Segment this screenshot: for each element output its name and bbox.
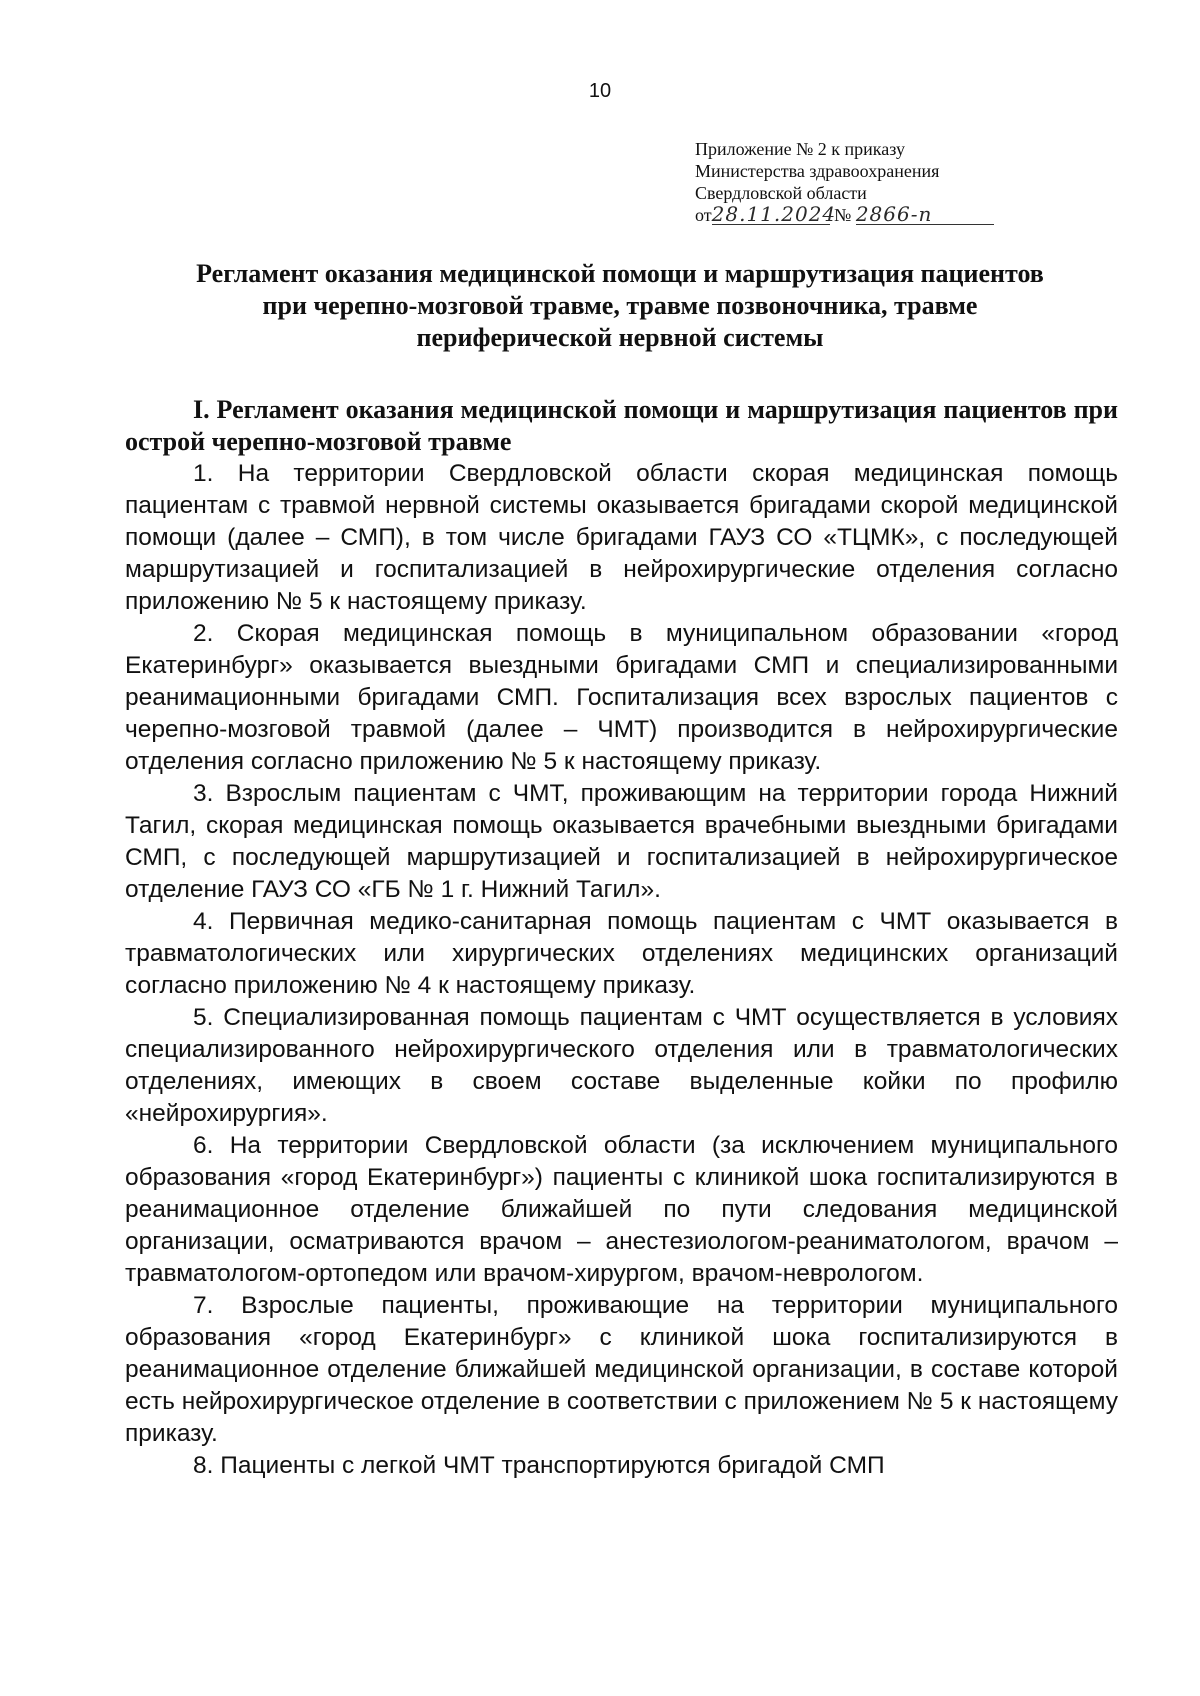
paragraph-3: 3. Взрослым пациентам с ЧМТ, проживающим на территории города Нижний Тагил, скорая медицинская помощь оказывается врачебными выездными бригадами СМП, с последующей маршрутизацией и госпитализацией в нейрохирургическое отделение ГАУЗ СО «ГБ № 1 г. Нижний Тагил».	[125, 780, 1118, 903]
appendix-number-sign: №	[834, 205, 852, 225]
section-heading: I. Регламент оказания медицинской помощи и маршрутизация пациентов при острой черепно-мозговой травме	[125, 395, 1118, 456]
document-title	[120, 258, 1120, 354]
handwritten-date: 28.11.2024	[711, 202, 837, 226]
handwritten-order-number: 2866-п	[856, 204, 994, 225]
appendix-line-3: Свердловской области	[695, 183, 867, 203]
paragraph-4: 4. Первичная медико-санитарная помощь пациентам с ЧМТ оказывается в травматологических или хирургических отделениях медицинских организаций согласно приложению № 4 к настоящему приказу.	[125, 908, 1118, 999]
page-number: 10	[588, 80, 612, 102]
paragraph-2: 2. Скорая медицинская помощь в муниципальном образовании «город Екатеринбург» оказывается выездными бригадами СМП и специализированными реанимационными бригадами СМП. Госпитализация всех взрослых пациентов с черепно-мозговой травмой (далее – ЧМТ) производится в нейрохирургические отделения согласно приложению № 5 к настоящему приказу.	[125, 620, 1118, 775]
paragraph-1: 1. На территории Свердловской области скорая медицинская помощь пациентам с травмой нервной системы оказывается бригадами скорой медицинской помощи (далее – СМП), в том числе бригадами ГАУЗ СО «ТЦМК», с последующей маршрутизацией и госпитализацией в нейрохирургические отделения согласно приложению № 5 к настоящему приказу.	[125, 460, 1118, 615]
appendix-date-number-line	[695, 204, 1115, 226]
appendix-line-2: Министерства здравоохранения	[695, 161, 940, 181]
title-line-2: при черепно-мозговой травме, травме позвоночника, травме	[262, 291, 978, 320]
paragraph-5: 5. Специализированная помощь пациентам с ЧМТ осуществляется в условиях специализированного нейрохирургического отделения или в травматологических отделениях, имеющих в своем составе выделенные койки по профилю «нейрохирургия».	[125, 1004, 1118, 1127]
paragraph-6: 6. На территории Свердловской области (за исключением муниципального образования «город Екатеринбург») пациенты с клиникой шока госпитализируются в реанимационное отделение ближайшей по пути следования медицинской организации, осматриваются врачом – анестезиологом-реаниматологом, врачом – травматологом-ортопедом или врачом-хирургом, врачом-неврологом.	[125, 1132, 1118, 1287]
title-line-1: Регламент оказания медицинской помощи и маршрутизация пациентов	[196, 259, 1044, 288]
paragraph-8: 8. Пациенты с легкой ЧМТ транспортируются бригадой СМП	[193, 1452, 885, 1479]
document-body	[125, 394, 1118, 1482]
paragraph-7: 7. Взрослые пациенты, проживающие на территории муниципального образования «город Екатеринбург» с клиникой шока госпитализируются в реанимационное отделение ближайшей медицинской организации, в составе которой есть нейрохирургическое отделение в соответствии с приложением № 5 к настоящему приказу.	[125, 1292, 1118, 1447]
appendix-from-label: от	[695, 205, 712, 225]
appendix-block	[695, 138, 1115, 226]
title-line-3: периферической нервной системы	[416, 323, 824, 352]
appendix-line-1: Приложение № 2 к приказу	[695, 139, 905, 159]
